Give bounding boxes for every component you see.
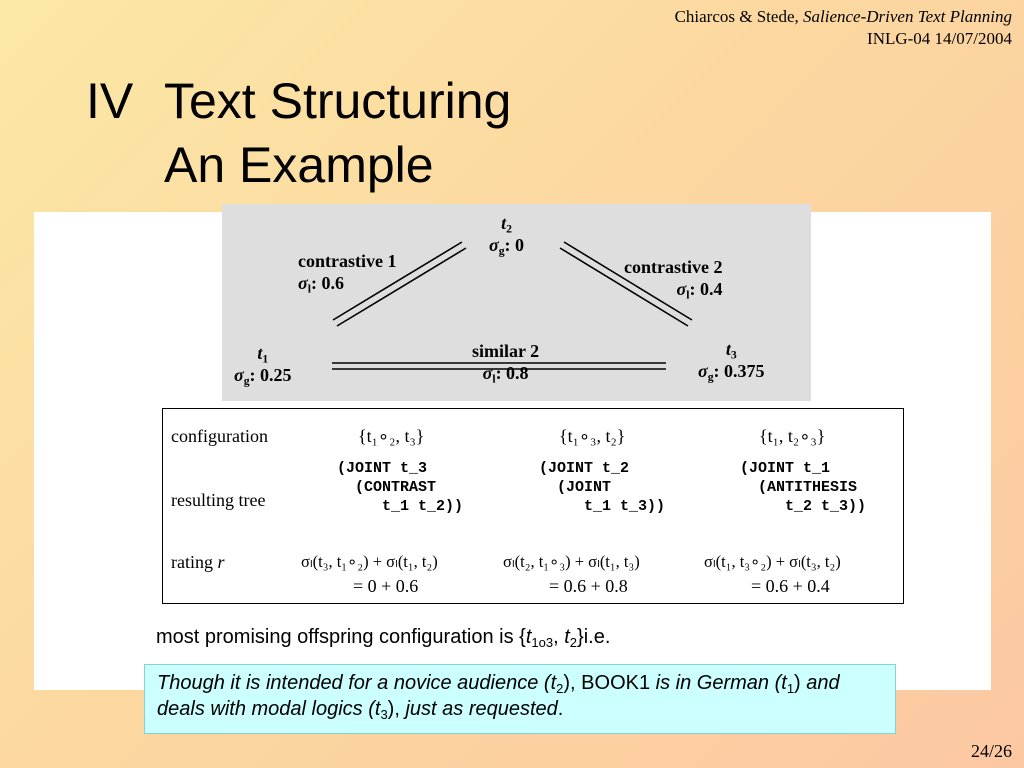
section-number: IV [86, 73, 134, 129]
rating-col-1-value: = 0 + 0.6 [353, 576, 419, 596]
rating-col-3-expr: σₗ(t₁, t₃∘₂) + σₗ(t₃, t₂) [704, 552, 841, 571]
tree-col-3: (JOINT t_1 (ANTITHESIS t_2 t_3)) [740, 460, 867, 515]
tree-col-2: (JOINT t_2 (JOINT t_1 t_3)) [539, 460, 666, 515]
node-t3: $t_3$ $\sigma_g$: 0.375 [698, 339, 765, 384]
config-col-2: {t₁∘₃, t₂} [559, 426, 626, 446]
node-t2: $t_2$ $\sigma_g$: 0 [489, 213, 525, 258]
row-label-resulting-tree: resulting tree [171, 490, 266, 510]
header-paper-title: Salience-Driven Text Planning [803, 7, 1012, 26]
rating-col-2-expr: σₗ(t₂, t₁∘₃) + σₗ(t₁, t₃) [503, 552, 640, 571]
rating-col-1-expr: σₗ(t₃, t₁∘₂) + σₗ(t₁, t₂) [301, 552, 438, 571]
edge-label-contrastive-1: contrastive 1 $\sigma_l$: 0.6 [298, 251, 397, 296]
rating-col-3-value: = 0.6 + 0.4 [751, 576, 830, 596]
header-authors: Chiarcos & Stede, [674, 7, 799, 26]
node-t1: $t_1$ $\sigma_g$: 0.25 [234, 343, 292, 388]
result-note: Though it is intended for a novice audience $(t_2)$, BOOK1 is in German $(t_1)$ and deals with modal logics $(t_3)$, just as requested. [144, 664, 896, 734]
row-label-configuration: configuration [171, 426, 268, 446]
edge-label-similar-2: similar 2 $\sigma_l$: 0.8 [472, 341, 540, 386]
config-col-1: {t₁∘₂, t₃} [358, 426, 425, 446]
title-line-2: An Example [164, 137, 434, 193]
conclusion-sentence: most promising offspring configuration is {$t_{1o3}$, $t_2\}i.e$. [156, 626, 611, 650]
edge-label-contrastive-2: contrastive 2 $\sigma_l$: 0.4 [624, 257, 723, 302]
tree-col-1: (JOINT t_3 (CONTRAST t_1 t_2)) [337, 460, 464, 515]
relation-graph [222, 204, 811, 401]
page-number: 24/26 [970, 741, 1012, 761]
slide-header [675, 6, 1012, 50]
configuration-table [162, 408, 904, 604]
rating-col-2-value: = 0.6 + 0.8 [549, 576, 628, 596]
row-label-rating: rating r [171, 552, 225, 572]
header-venue-date: INLG-04 14/07/2004 [867, 29, 1012, 48]
config-col-3: {t₁, t₂∘₃} [759, 426, 826, 446]
title-line-1: Text Structuring [164, 73, 512, 129]
